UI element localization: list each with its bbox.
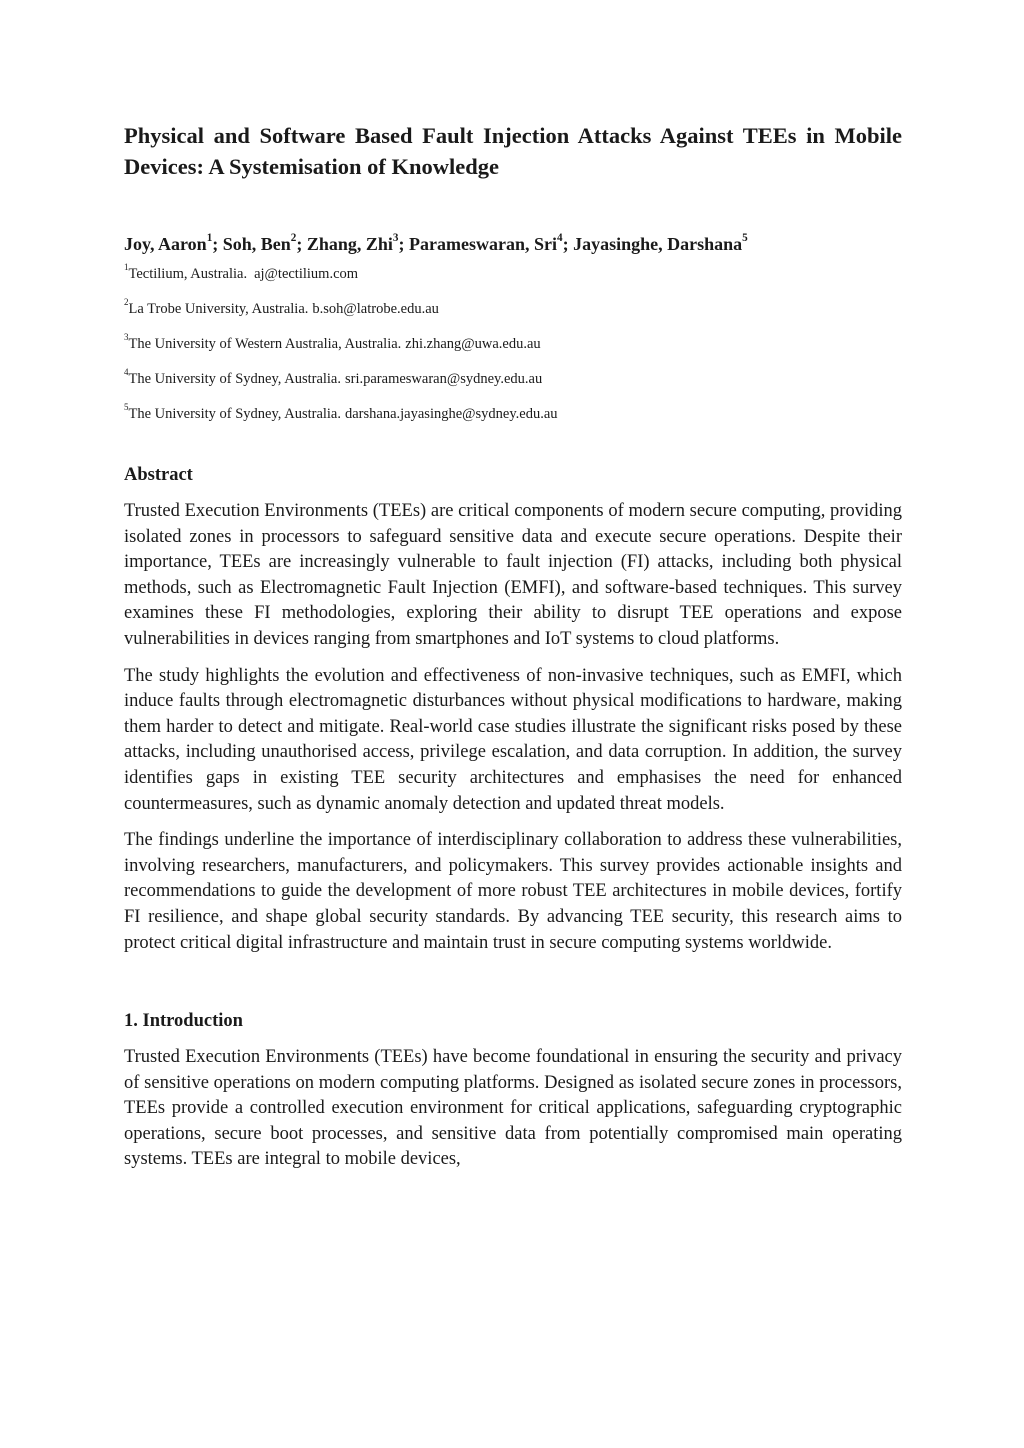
- affiliation-email: b.soh@latrobe.edu.au: [312, 301, 439, 317]
- affiliation: [124, 369, 902, 389]
- paper-page: [124, 120, 902, 1173]
- affiliation-list: [124, 264, 902, 424]
- introduction-heading: 1. Introduction: [124, 1011, 243, 1032]
- abstract-paragraph: Trusted Execution Environments (TEEs) are critical components of modern secure computing, providing isolated zones in processors to safeguard sensitive data and execute secure operations. Despite their importance, TEEs are increasingly vulnerable to fault injection (FI) attacks, including both physical methods, such as Electromagnetic Fault Injection (EMFI), and software-based techniques. This survey examines these FI methodologies, exploring their ability to disrupt TEE operations and expose vulnerabilities in devices ranging from smartphones and IoT systems to cloud platforms.: [124, 501, 902, 649]
- author-name: Zhang, Zhi: [306, 234, 393, 254]
- author-name: Joy, Aaron: [124, 234, 207, 254]
- affiliation-email: darshana.jayasinghe@sydney.edu.au: [345, 406, 558, 422]
- author-list: Joy, Aaron$^1$; Soh, Ben$^2$; Zhang, Zhi$^3$; Parameswaran, Sri$^4$; Jayasinghe, Darshana$^5$: [124, 231, 748, 254]
- affiliation: [124, 264, 902, 284]
- affiliation-marker: 4: [124, 367, 129, 378]
- affiliation-institution: Tectilium, Australia.: [128, 266, 248, 282]
- affiliation-email: aj@tectilium.com: [254, 266, 359, 282]
- author-affiliation-marker: 1: [206, 231, 213, 244]
- affiliation: [124, 404, 902, 424]
- author-name: Parameswaran, Sri: [409, 234, 557, 254]
- author-name: Soh, Ben: [222, 234, 291, 254]
- author-affiliation-marker: 3: [392, 231, 399, 244]
- affiliation: [124, 299, 902, 319]
- affiliation-institution: The University of Western Australia, Australia.: [128, 336, 402, 352]
- abstract-paragraph: The study highlights the evolution and effectiveness of non-invasive techniques, such as EMFI, which induce faults through electromagnetic disturbances without physical modifications to hardware, making them harder to detect and mitigate. Real-world case studies illustrate the significant risks posed by these attacks, including unauthorised access, privilege escalation, and data corruption. In addition, the survey identifies gaps in existing TEE security architectures and emphasises the need for enhanced countermeasures, such as dynamic anomaly detection and updated threat models.: [124, 665, 902, 814]
- affiliation-institution: The University of Sydney, Australia.: [128, 371, 341, 387]
- affiliation-institution: La Trobe University, Australia.: [128, 301, 309, 317]
- affiliation-email: sri.parameswaran@sydney.edu.au: [345, 371, 543, 387]
- author-affiliation-marker: 4: [556, 231, 563, 244]
- affiliation-marker: 1: [124, 262, 129, 273]
- author-affiliation-marker: 5: [742, 231, 748, 244]
- abstract-heading: Abstract: [124, 465, 193, 485]
- author-name: Jayasinghe, Darshana: [573, 234, 743, 254]
- affiliation-email: zhi.zhang@uwa.edu.au: [405, 336, 541, 352]
- affiliation-institution: The University of Sydney, Australia.: [128, 406, 341, 422]
- author-affiliation-marker: 2: [290, 231, 297, 244]
- affiliation-marker: 2: [124, 297, 129, 308]
- introduction-paragraph: Trusted Execution Environments (TEEs) have become foundational in ensuring the security and privacy of sensitive operations on modern computing platforms. Designed as isolated secure zones in processors, TEEs provide a controlled execution environment for critical applications, safeguarding cryptographic operations, secure boot processes, and sensitive data from potentially compromised main operating systems. TEEs are integral to mobile devices,: [124, 1047, 902, 1170]
- paper-title: Physical and Software Based Fault Injection Attacks Against TEEs in Mobile Devices: A Systemisation of Knowledge: [124, 123, 902, 179]
- affiliation-marker: 5: [124, 402, 129, 413]
- affiliation: [124, 334, 902, 354]
- affiliation-marker: 3: [124, 332, 129, 343]
- abstract-paragraph: The findings underline the importance of interdisciplinary collaboration to address these vulnerabilities, involving researchers, manufacturers, and policymakers. This survey provides actionable insights and recommendations to guide the development of more robust TEE architectures in mobile devices, fortify FI resilience, and shape global security standards. By advancing TEE security, this research aims to protect critical digital infrastructure and maintain trust in secure computing systems worldwide.: [124, 830, 902, 953]
